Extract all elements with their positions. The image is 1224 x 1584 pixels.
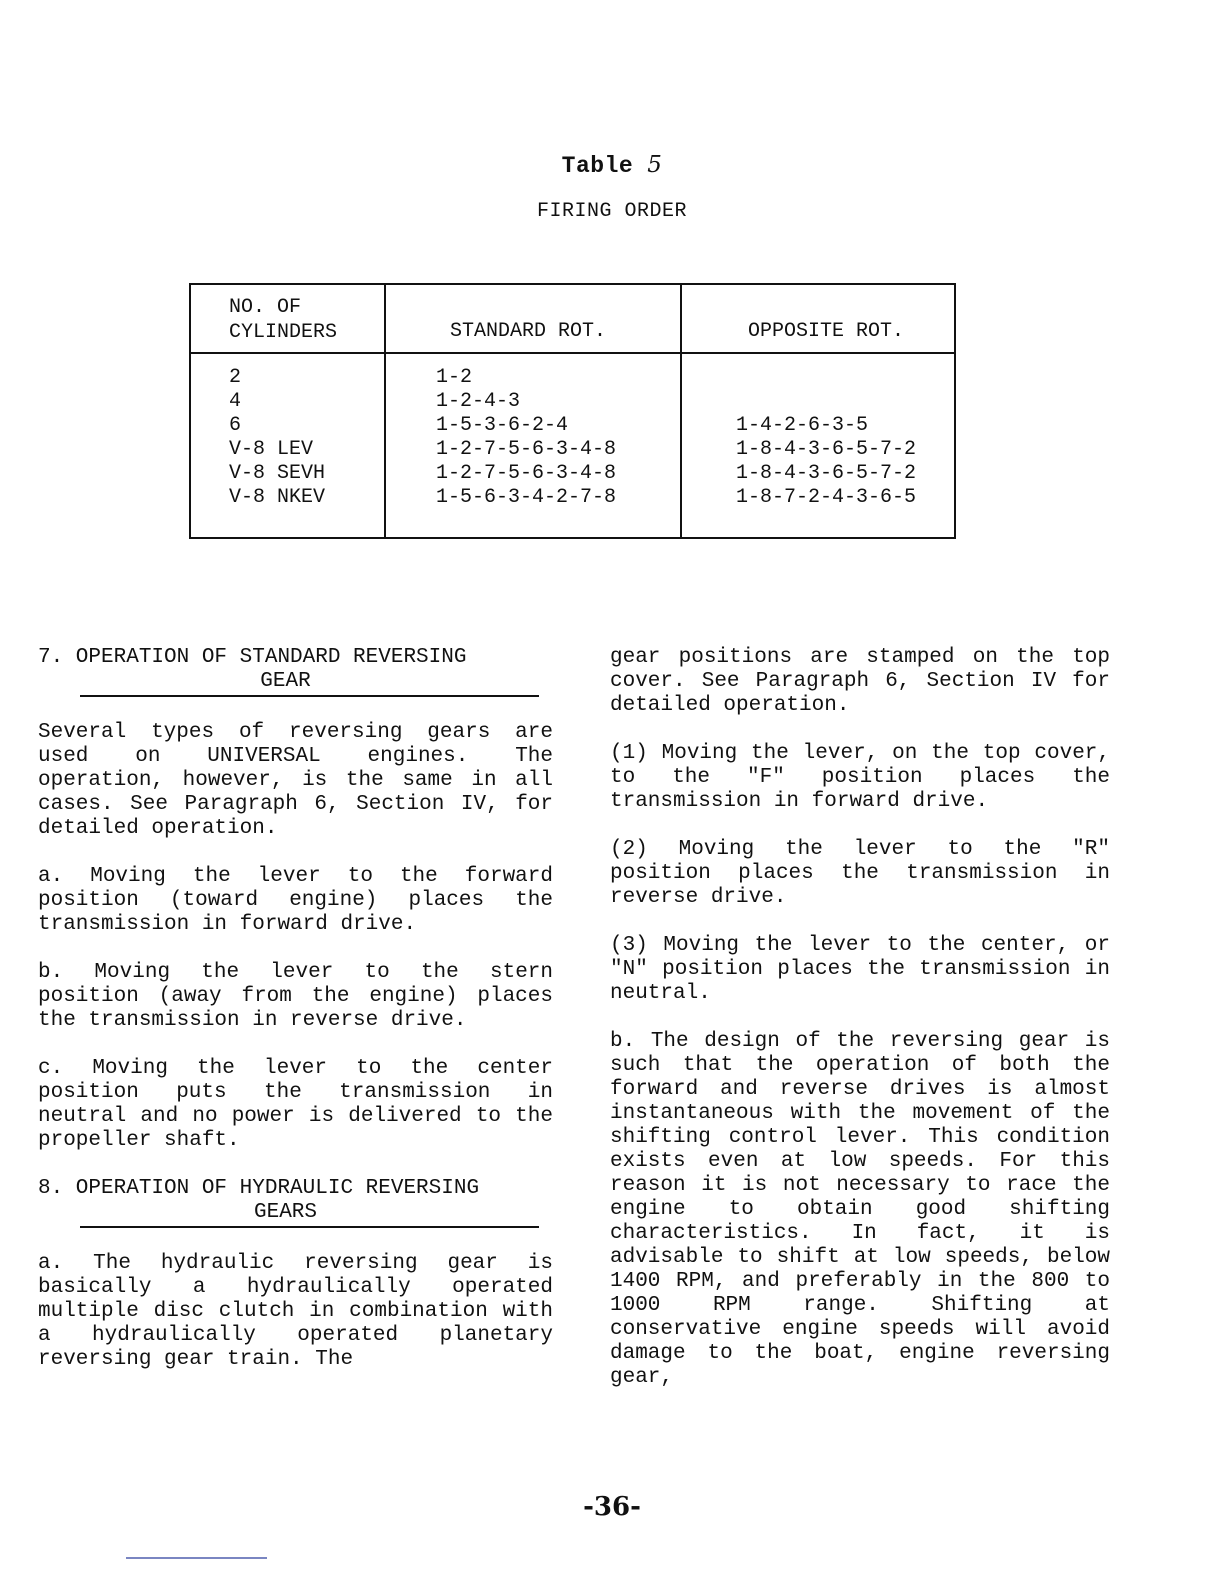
header-cylinders-line2: CYLINDERS [229,321,338,344]
page-number: -36- [583,1492,641,1522]
section-8-heading [38,1177,553,1228]
table-body-row [190,353,955,538]
paragraph-c: c. Moving the lever to the center position puts the transmission in neutral and no power is delivered to the propeller shaft. [38,1057,553,1152]
paragraph-3: (3) Moving the lever to the center, or "N" position places the transmission in neutral. [610,934,1110,1005]
heading-underline [80,1226,539,1228]
section-7-heading [38,646,553,697]
section-8-heading-line2: GEARS [253,1201,317,1224]
opp-value: 1-4-2-6-3-5 [736,414,869,437]
paragraph-b-hydraulic: b. The design of the reversing gear is such that the operation of both the forward and reverse drives is almost instantaneous with the movement of the shifting control lever. This condition exists even at low speeds. For this reason it is not necessary to race the engine to obtain good shifting characteristics. In fact, it is advisable to shift at low speeds, below 1400 RPM, and preferably in the 800 to 1000 RPM range. Shifting at conservative engine speeds will avoid damage to the boat, engine reversing gear, [610,1030,1110,1389]
opp-value [736,366,954,390]
std-value: 1-2 [436,366,473,389]
opp-value: 1-8-4-3-6-5-7-2 [736,438,917,461]
opp-value: 1-8-7-2-4-3-6-5 [736,486,917,509]
opp-value [736,390,954,414]
table-number: 5 [647,152,663,178]
table-header-row [190,284,955,353]
paragraph-continued: gear positions are stamped on the top cover. See Paragraph 6, Section IV for detailed operation. [610,646,1110,717]
right-column [610,646,1110,1390]
paragraph-8a: a. The hydraulic reversing gear is basically a hydraulically operated multiple disc clutch in combination with a hydraulically operated planetary reversing gear train. The [38,1252,553,1371]
cyl-value: V-8 NKEV [229,486,326,509]
std-value: 1-5-6-3-4-2-7-8 [436,486,617,509]
opposite-rot-cell [681,353,955,538]
cylinders-cell [190,353,385,538]
paragraph-2: (2) Moving the lever to the "R" position places the transmission in reverse drive. [610,838,1110,909]
cyl-value: 4 [229,390,242,413]
paragraph-intro: Several types of reversing gears are used on UNIVERSAL engines. The operation, however, is the same in all cases. See Paragraph 6, Section IV, for detailed operation. [38,721,553,840]
cyl-value: V-8 SEVH [229,462,326,485]
firing-order-table [189,283,956,539]
header-opposite-label: OPPOSITE ROT. [748,320,905,343]
left-column [38,646,553,1372]
table-title [0,152,1224,179]
std-value: 1-2-7-5-6-3-4-8 [436,438,617,461]
paragraph-1: (1) Moving the lever, on the top cover, to the "F" position places the transmission in forward drive. [610,742,1110,813]
standard-rot-cell [385,353,681,538]
section-8-heading-line1: 8. OPERATION OF HYDRAULIC REVERSING [38,1177,480,1200]
header-standard-rot [385,284,681,353]
header-opposite-rot [681,284,955,353]
table-subtitle: FIRING ORDER [536,200,688,223]
header-cylinders [190,284,385,353]
std-value: 1-2-7-5-6-3-4-8 [436,462,617,485]
footer-rule [126,1557,267,1559]
cyl-value: 6 [229,414,242,437]
table-label: Table [561,153,634,179]
cyl-value: 2 [229,366,242,389]
opp-value: 1-8-4-3-6-5-7-2 [736,462,917,485]
section-7-heading-line2: GEAR [260,670,311,693]
heading-underline [80,695,539,697]
cyl-value: V-8 LEV [229,438,314,461]
paragraph-a: a. Moving the lever to the forward position (toward engine) places the transmission in forward drive. [38,865,553,936]
header-standard-label: STANDARD ROT. [450,320,607,343]
std-value: 1-5-3-6-2-4 [436,414,569,437]
section-7-heading-line1: 7. OPERATION OF STANDARD REVERSING [38,646,467,669]
paragraph-b: b. Moving the lever to the stern position (away from the engine) places the transmission in reverse drive. [38,961,553,1032]
header-cylinders-line1: NO. OF [229,296,302,319]
std-value: 1-2-4-3 [436,390,521,413]
